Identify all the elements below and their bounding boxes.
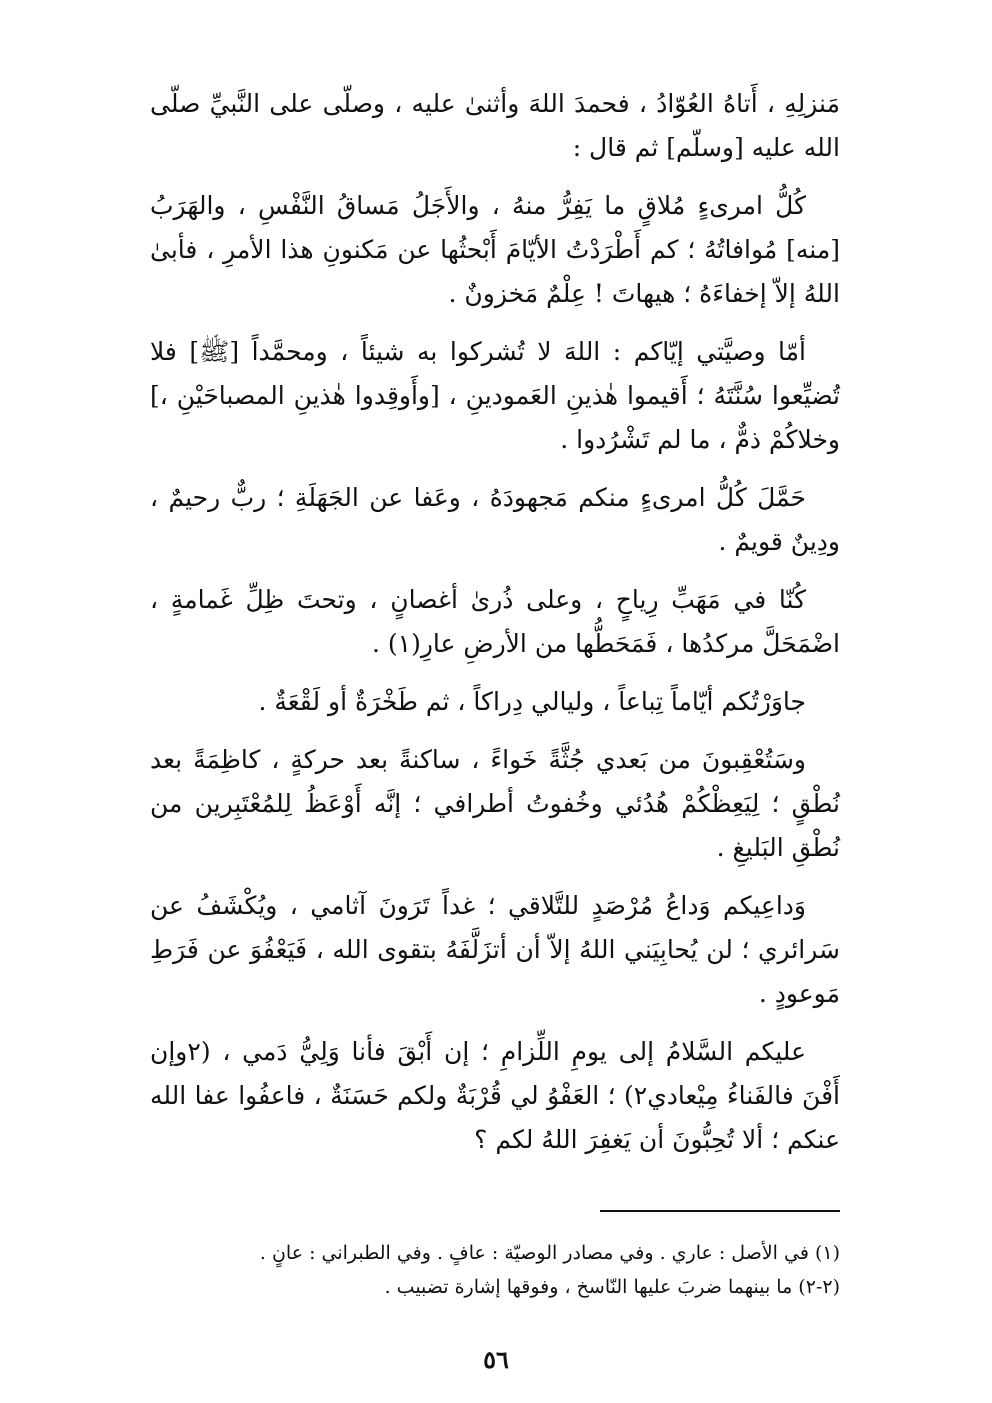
paragraph: وسَتُعْقِبونَ من بَعدي جُثَّةً خَواءً ، ساكنةً بعد حركةٍ ، كاظِمَةً بعد نُطْقٍ ؛ لِيَعِظْكُمْ هُدُئي وخُفوتُ أطرافي ؛ إنَّه أَوْعَظُ لِلمُعْتَبِرين من نُطْقِ البَليغِ .	[150, 745, 840, 862]
paragraph: أمّا وصيَّتي إيّاكم : اللهَ لا تُشركوا به شيئاً ، ومحمَّداً [ﷺ] فلا تُضيِّعوا سُنَّتَهُ ؛ أَقيموا هٰذينِ العَمودينِ ، [وأَوقِدوا هٰذينِ المصباحَيْنِ ،] وخلاكُمْ ذمٌّ ، ما لم تَشْرُدوا .	[150, 337, 840, 454]
footnote-divider	[600, 1210, 840, 1212]
paragraph: وَداعِيكم وَداعُ مُرْصَدٍ للتَّلاقي ؛ غداً تَرَونَ آثامي ، ويُكْشَفُ عن سَرائري ؛ لن يُحابِيَني اللهُ إلاّ أن أتزَلَّفَهُ بتقوى الله ، فَيَعْفُوَ عن فَرَطِ مَوعودٍ .	[150, 891, 840, 1008]
footnote: (٢-٢) ما بينهما ضربَ عليها النّاسخ ، وفوقها إشارة تضبيب .	[384, 1276, 840, 1298]
page-number: ٥٦	[483, 1345, 509, 1374]
paragraph: حَمَّلَ كُلُّ امرىءٍ منكم مَجهودَهُ ، وعَفا عن الجَهَلَةِ ؛ ربٌّ رحيمٌ ، ودِينٌ قويمٌ .	[150, 483, 840, 556]
paragraph: مَنزلِهِ ، أَتاهُ العُوّادُ ، فحمدَ اللهَ وأثنىٰ عليه ، وصلّى على النَّبيِّ صلّى الله عليه [وسلّم] ثم قال :	[150, 89, 840, 162]
footnotes	[150, 1236, 840, 1304]
main-text	[150, 82, 840, 1176]
paragraph: كُنّا في مَهَبِّ رِياحٍ ، وعلى ذُرىٰ أغصانٍ ، وتحتَ ظِلِّ غَمامةٍ ، اضْمَحَلَّ مركدُها ، فَمَحَطُّها من الأرضِ عارِ(١) .	[150, 585, 840, 658]
paragraph: كُلُّ امرىءٍ مُلاقٍ ما يَفِرُّ منهُ ، والأَجَلُ مَساقُ النَّفْسِ ، والهَرَبُ [منه] مُوافاتُهُ ؛ كم أَطْرَدْتُ الأيّامَ أَبْحثُها عن مَكنونِ هذا الأمرِ ، فأبىٰ اللهُ إلاّ إخفاءَهُ ؛ هيهاتَ ! عِلْمٌ مَخزونٌ .	[150, 191, 840, 308]
paragraph: عليكم السَّلامُ إلى يومِ اللِّزامِ ؛ إن أَبْقَ فأنا وَلِيُّ دَمي ، (٢وإن أَفْنَ فالفَناءُ مِيْعادي٢) ؛ العَفْوُ لي قُرْبَةٌ ولكم حَسَنَةٌ ، فاعفُوا عفا الله عنكم ؛ ألا تُحِبُّونَ أن يَغفِرَ اللهُ لكم ؟	[150, 1037, 840, 1154]
footnote: (١) في الأصل : عاري . وفي مصادر الوصيّة : عافٍ . وفي الطبراني : عانٍ .	[259, 1242, 840, 1264]
paragraph: جاوَرْتُكم أيّاماً تِباعاً ، وليالي دِراكاً ، ثم طَخْرَةٌ أو لَقْعَةٌ .	[258, 687, 806, 716]
